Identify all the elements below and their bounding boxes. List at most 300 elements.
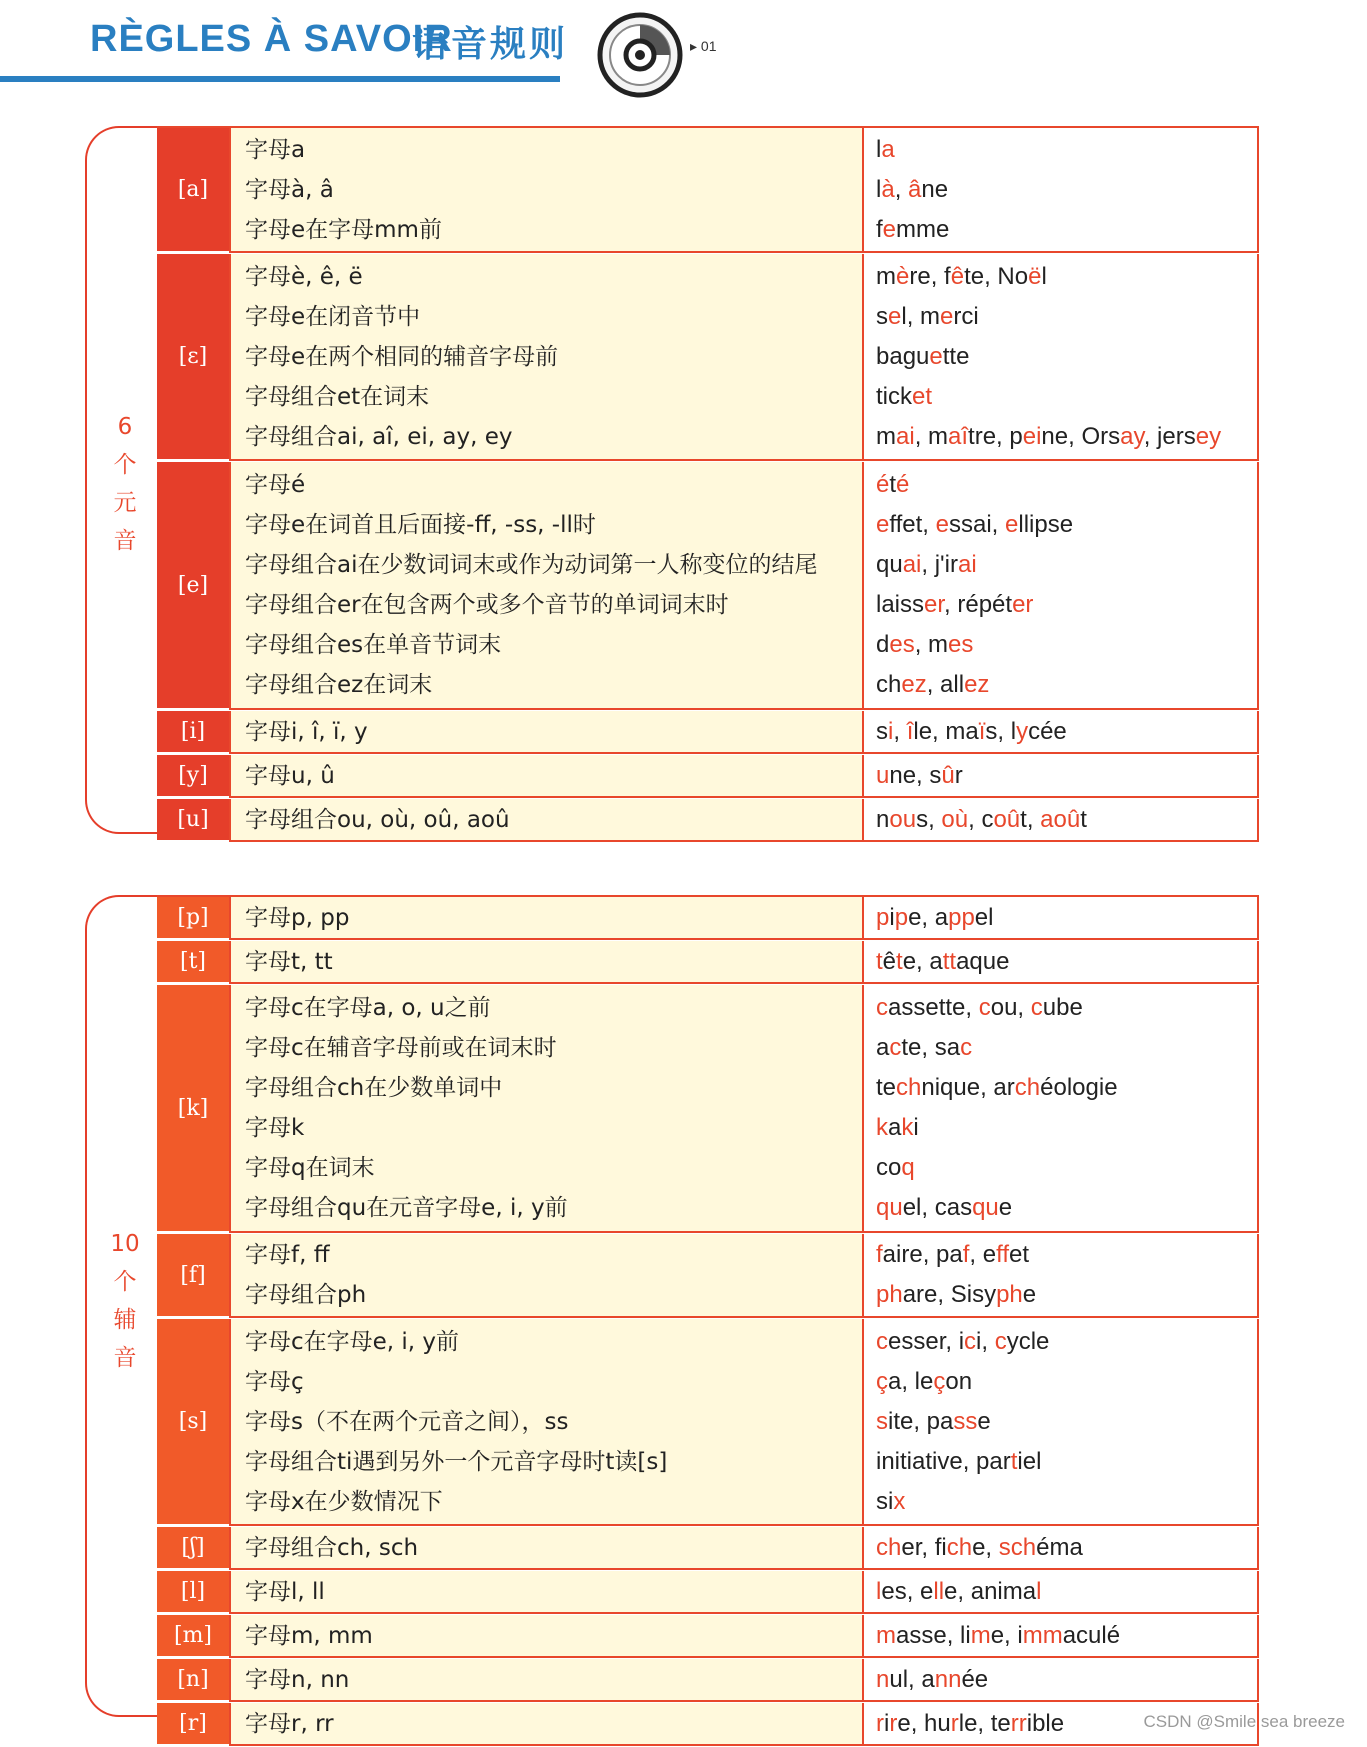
example-text: [876, 712, 1257, 752]
highlighted-letters: n: [876, 1665, 890, 1693]
highlighted-letters: ê: [950, 262, 965, 290]
example-fragment: te: [876, 1074, 897, 1101]
example-fragment: on: [945, 1367, 973, 1395]
example-fragment: ê: [882, 947, 897, 975]
example-fragment: , c: [968, 805, 994, 833]
example-fragment: t,: [1020, 805, 1041, 833]
rule-text: 字母组合ch在少数单词中: [245, 1075, 503, 1101]
example-fragment: , e: [969, 1241, 997, 1268]
example-fragment: e, a: [908, 903, 949, 931]
rule-text: 字母à, â: [245, 176, 334, 203]
highlighted-letters: ay: [1120, 422, 1144, 450]
rule-cell: [229, 985, 864, 1233]
highlighted-letters: ey: [1195, 422, 1222, 450]
example-cell: [864, 1527, 1259, 1570]
highlighted-letters: et: [912, 382, 933, 410]
highlighted-letters: t: [876, 947, 883, 975]
rule-text: 字母x在少数情况下: [245, 1488, 443, 1515]
vowels-table: [157, 126, 1259, 834]
highlighted-letters: î: [906, 717, 914, 745]
highlighted-letters: e: [888, 302, 902, 330]
example-cell: [864, 1319, 1259, 1526]
rule-cell: [229, 897, 864, 940]
highlighted-letters: où: [941, 805, 969, 833]
highlighted-letters: p: [876, 903, 890, 931]
rule-cell: [229, 1527, 864, 1570]
example-fragment: el, cas: [902, 1194, 973, 1221]
example-fragment: i,: [976, 1327, 995, 1355]
highlighted-letters: m: [970, 1621, 991, 1649]
highlighted-letters: ch: [876, 1533, 902, 1561]
highlighted-letters: y: [1016, 717, 1029, 745]
audio-cd-icon[interactable]: [595, 10, 685, 100]
example-fragment: , jers: [1143, 422, 1196, 450]
example-fragment: e, a: [902, 947, 943, 975]
example-text: [876, 505, 1257, 545]
rule-cell: [229, 1659, 864, 1702]
highlighted-letters: a: [881, 135, 895, 163]
rule-cell: [229, 1615, 864, 1658]
phoneme-cell: [n]: [157, 1659, 229, 1703]
highlighted-letters: f: [962, 1241, 970, 1268]
example-text: [876, 170, 1257, 210]
example-text: [876, 1402, 1257, 1442]
example-fragment: l: [876, 175, 882, 203]
rule-text: 字母n, nn: [245, 1666, 350, 1693]
example-fragment: a, le: [888, 1367, 934, 1395]
example-fragment: e, i: [990, 1621, 1023, 1649]
example-cell: [864, 1615, 1259, 1658]
example-cell: [864, 128, 1259, 253]
highlighted-letters: e: [1005, 511, 1019, 538]
example-fragment: ch: [876, 671, 902, 698]
phoneme-cell: [r]: [157, 1703, 229, 1747]
example-fragment: l, m: [901, 302, 941, 330]
highlighted-letters: aoû: [1040, 805, 1081, 833]
highlighted-letters: ei: [1022, 422, 1042, 450]
example-fragment: , all: [926, 671, 965, 698]
example-fragment: e,: [972, 1533, 999, 1561]
example-text: [876, 465, 1257, 505]
example-fragment: ne: [921, 175, 949, 203]
example-fragment: re, f: [909, 262, 951, 290]
section-label-char: 10: [110, 1231, 140, 1257]
page-header: [0, 0, 1367, 110]
rule-cell: [229, 1234, 864, 1318]
example-text: [876, 1148, 1257, 1188]
highlighted-letters: ai: [902, 551, 922, 578]
highlighted-letters: c: [964, 1327, 977, 1355]
highlighted-letters: m: [876, 1621, 896, 1649]
highlighted-letters: à: [881, 175, 895, 203]
example-fragment: mme: [896, 215, 950, 243]
example-cell: [864, 941, 1259, 984]
rule-cell: [229, 799, 864, 842]
phoneme-cell: [m]: [157, 1615, 229, 1659]
example-fragment: asse, li: [896, 1621, 971, 1649]
section-label-char: 音: [113, 528, 137, 554]
rule-text: 字母è, ê, ë: [245, 263, 363, 290]
example-fragment: ible: [1026, 1709, 1065, 1737]
rule-text: 字母m, mm: [245, 1622, 373, 1649]
example-fragment: te, sa: [901, 1034, 961, 1061]
example-fragment: , répét: [944, 591, 1013, 618]
highlighted-letters: c: [978, 994, 991, 1021]
example-text: [876, 1362, 1257, 1402]
example-text: [876, 1108, 1257, 1148]
example-text: [876, 210, 1257, 250]
highlighted-letters: c: [889, 1034, 902, 1061]
example-fragment: ffet,: [889, 511, 936, 538]
highlighted-letters: ch: [946, 1533, 973, 1561]
example-fragment: l: [876, 135, 882, 163]
section-label-char: 元: [113, 490, 137, 516]
highlighted-letters: u: [876, 761, 890, 789]
highlighted-letters: c: [960, 1034, 973, 1061]
rule-text: 字母a: [245, 136, 306, 163]
example-cell: [864, 1659, 1259, 1702]
highlighted-letters: ç: [876, 1367, 888, 1395]
rule-cell: [229, 254, 864, 461]
example-text: [876, 1442, 1257, 1482]
example-fragment: r: [954, 761, 963, 789]
rule-text: 字母ç: [245, 1368, 304, 1395]
highlighted-letters: ez: [964, 671, 990, 698]
rule-text: 字母组合qu在元音字母e, i, y前: [245, 1195, 568, 1221]
rule-cell: [229, 1319, 864, 1526]
example-fragment: aque: [956, 947, 1010, 975]
rule-text: 字母e在两个相同的辅音字母前: [245, 343, 559, 370]
example-text: [876, 257, 1257, 297]
highlighted-letters: e: [882, 215, 897, 243]
highlighted-letters: x: [893, 1487, 906, 1515]
phoneme-cell: [p]: [157, 897, 229, 941]
example-fragment: cée: [1028, 717, 1067, 745]
vowels-section: [85, 126, 1259, 834]
section-label-char: 辅: [113, 1307, 137, 1333]
example-text: [876, 1068, 1257, 1108]
section-label-char: 音: [113, 1345, 137, 1371]
highlighted-letters: k: [876, 1114, 888, 1141]
watermark-text: CSDN @Smile sea breeze: [1143, 1712, 1345, 1731]
rule-cell: [229, 941, 864, 984]
example-fragment: tick: [876, 382, 912, 410]
example-fragment: le, ma: [913, 717, 979, 745]
example-fragment: ssai,: [948, 511, 1005, 538]
example-fragment: ne, Ors: [1041, 422, 1121, 450]
section-label-char: 个: [113, 1269, 137, 1295]
highlighted-letters: ez: [901, 671, 927, 698]
example-text: [876, 1660, 1257, 1700]
rule-text: 字母s（不在两个元音之间），ss: [245, 1408, 569, 1435]
highlighted-letters: ff: [996, 1241, 1009, 1268]
phoneme-cell: [s]: [157, 1319, 229, 1527]
example-text: [876, 1482, 1257, 1522]
highlighted-letters: c: [876, 1327, 888, 1355]
example-fragment: llipse: [1018, 511, 1074, 538]
example-fragment: aire, pa: [882, 1241, 963, 1268]
highlighted-letters: tt: [942, 947, 957, 975]
highlighted-letters: p: [894, 903, 909, 931]
example-cell: [864, 711, 1259, 754]
example-fragment: a: [888, 1114, 902, 1141]
phoneme-cell: [ɛ]: [157, 254, 229, 462]
example-fragment: es, e: [881, 1577, 934, 1605]
highlighted-letters: e: [929, 342, 943, 370]
highlighted-letters: ph: [996, 1281, 1023, 1308]
highlighted-letters: s: [876, 1407, 888, 1435]
example-fragment: i: [884, 1709, 890, 1737]
example-fragment: t: [889, 471, 897, 498]
highlighted-letters: r: [950, 1709, 959, 1737]
example-text: [876, 1616, 1257, 1656]
example-text: [876, 377, 1257, 417]
phoneme-cell: [f]: [157, 1234, 229, 1319]
rule-text: 字母e在词首且后面接-ff, -ss, -ll时: [245, 512, 596, 538]
rule-cell: [229, 755, 864, 798]
example-fragment: éma: [1036, 1533, 1083, 1561]
example-fragment: d: [876, 631, 890, 658]
example-fragment: qu: [876, 551, 903, 578]
example-fragment: esser, i: [888, 1327, 965, 1355]
rule-text: 字母r, rr: [245, 1710, 334, 1737]
rule-text: 字母p, pp: [245, 904, 350, 931]
highlighted-letters: ë: [1028, 262, 1042, 290]
rule-text: 字母组合ez在词末: [245, 672, 433, 698]
example-fragment: ou,: [990, 994, 1031, 1021]
highlighted-letters: û: [941, 761, 955, 789]
audio-track-number: ▸ 01: [690, 38, 717, 54]
example-fragment: a: [876, 1034, 890, 1061]
example-cell: [864, 1571, 1259, 1614]
example-fragment: e: [1022, 1281, 1037, 1308]
highlighted-letters: e: [940, 302, 954, 330]
example-fragment: s, l: [985, 717, 1017, 745]
rule-text: 字母组合ai, aî, ei, ay, ey: [245, 423, 513, 450]
highlighted-letters: t: [896, 947, 903, 975]
example-text: [876, 585, 1257, 625]
highlighted-letters: l: [876, 1577, 882, 1605]
phoneme-cell: [e]: [157, 462, 229, 711]
rule-text: 字母e在字母mm前: [245, 216, 442, 243]
example-text: [876, 545, 1257, 585]
example-fragment: e: [998, 1194, 1013, 1221]
example-text: [876, 625, 1257, 665]
rule-cell: [229, 1571, 864, 1614]
rule-text: 字母q在词末: [245, 1155, 375, 1181]
highlighted-letters: ai: [957, 551, 977, 578]
rule-text: 字母c在辅音字母前或在词末时: [245, 1035, 557, 1061]
example-fragment: s,: [916, 805, 942, 833]
rule-text: 字母组合ou, où, oû, aoû: [245, 806, 510, 833]
rule-cell: [229, 1703, 864, 1746]
highlighted-letters: aî: [948, 422, 969, 450]
rule-text: 字母组合es在单音节词末: [245, 632, 502, 658]
rule-cell: [229, 711, 864, 754]
section-label-char: 6: [117, 414, 133, 440]
example-fragment: ycle: [1006, 1327, 1050, 1355]
example-cell: [864, 897, 1259, 940]
phoneme-cell: [l]: [157, 1571, 229, 1615]
example-fragment: i: [889, 903, 895, 931]
example-fragment: f: [876, 215, 883, 243]
rule-cell: [229, 462, 864, 710]
example-text: [876, 898, 1257, 938]
example-fragment: el: [974, 903, 994, 931]
phoneme-cell: [y]: [157, 755, 229, 799]
example-fragment: , m: [914, 631, 949, 658]
highlighted-letters: ch: [896, 1074, 922, 1101]
highlighted-letters: ll: [933, 1577, 945, 1605]
example-fragment: t: [1080, 805, 1087, 833]
title-underline: [0, 76, 560, 82]
example-cell: [864, 462, 1259, 710]
example-fragment: er, fi: [901, 1533, 947, 1561]
example-fragment: bagu: [876, 342, 930, 370]
example-fragment: s: [876, 302, 888, 330]
example-text: [876, 800, 1257, 840]
highlighted-letters: l: [1036, 1577, 1042, 1605]
example-cell: [864, 1234, 1259, 1318]
highlighted-letters: ch: [1014, 1074, 1041, 1101]
example-text: [876, 417, 1257, 457]
highlighted-letters: ss: [953, 1407, 978, 1435]
highlighted-letters: er: [924, 591, 945, 618]
example-fragment: iel: [1017, 1447, 1042, 1475]
example-text: [876, 988, 1257, 1028]
example-cell: [864, 755, 1259, 798]
section-label-char: 个: [113, 452, 137, 478]
example-fragment: m: [876, 262, 896, 290]
highlighted-letters: t: [1010, 1447, 1018, 1475]
example-fragment: n: [876, 805, 890, 833]
example-fragment: rci: [953, 302, 979, 330]
highlighted-letters: nn: [934, 1665, 962, 1693]
phoneme-cell: [ʃ]: [157, 1527, 229, 1571]
example-fragment: tre, p: [968, 422, 1023, 450]
example-fragment: ,: [894, 175, 909, 203]
rule-text: 字母c在字母e, i, y前: [245, 1328, 460, 1355]
rule-text: 字母u, û: [245, 762, 335, 789]
rule-text: 字母组合ch, sch: [245, 1534, 419, 1561]
highlighted-letters: pp: [948, 903, 975, 931]
rule-text: 字母c在字母a, o, u之前: [245, 995, 491, 1021]
highlighted-letters: sch: [998, 1533, 1037, 1561]
highlighted-letters: r: [876, 1709, 884, 1737]
highlighted-letters: qu: [876, 1194, 903, 1221]
highlighted-letters: r: [889, 1709, 898, 1737]
rule-text: 字母组合er在包含两个或多个音节的单词词末时: [245, 592, 729, 618]
example-text: [876, 297, 1257, 337]
phoneme-cell: [k]: [157, 985, 229, 1234]
example-fragment: e, hu: [897, 1709, 951, 1737]
example-fragment: si: [876, 1487, 894, 1515]
highlighted-letters: ph: [876, 1281, 903, 1308]
example-fragment: laiss: [876, 591, 925, 618]
rule-text: 字母l, ll: [245, 1578, 325, 1605]
rule-text: 字母t, tt: [245, 948, 333, 975]
highlighted-letters: é: [876, 471, 890, 498]
example-fragment: i: [913, 1114, 919, 1141]
example-fragment: ube: [1042, 994, 1083, 1021]
example-fragment: ite, pa: [888, 1407, 954, 1435]
highlighted-letters: é: [896, 471, 910, 498]
example-text: [876, 1235, 1257, 1275]
example-fragment: le, te: [958, 1709, 1011, 1737]
example-fragment: ul, a: [889, 1665, 935, 1693]
example-text: [876, 1188, 1257, 1228]
page-title-french: RÈGLES À SAVOIR: [90, 18, 453, 60]
track-number-text: 01: [700, 38, 717, 54]
rule-text: 字母i, î, ï, y: [245, 718, 368, 745]
example-fragment: nique, ar: [921, 1074, 1015, 1101]
example-fragment: aculé: [1062, 1621, 1121, 1649]
rule-text: 字母组合ai在少数词词末或作为动词第一人称变位的结尾: [245, 552, 818, 578]
highlighted-letters: â: [908, 175, 922, 203]
example-fragment: m: [876, 422, 896, 450]
example-fragment: ne, s: [889, 761, 942, 789]
rule-cell: [229, 128, 864, 253]
example-text: [876, 337, 1257, 377]
rule-text: 字母e在闭音节中: [245, 303, 421, 330]
example-fragment: éologie: [1040, 1074, 1118, 1101]
highlighted-letters: rr: [1010, 1709, 1027, 1737]
highlighted-letters: c: [1030, 994, 1043, 1021]
highlighted-letters: i: [888, 717, 894, 745]
example-fragment: , m: [914, 422, 949, 450]
highlighted-letters: ç: [933, 1367, 946, 1395]
rule-text: 字母组合ph: [245, 1282, 367, 1308]
rule-text: 字母组合ti遇到另外一个元音字母时t读[s]: [245, 1448, 668, 1475]
example-text: [876, 1028, 1257, 1068]
example-text: [876, 756, 1257, 796]
phoneme-cell: [i]: [157, 711, 229, 755]
example-fragment: initiative, par: [876, 1447, 1011, 1475]
highlighted-letters: ou: [889, 805, 917, 833]
example-fragment: e, anima: [944, 1577, 1037, 1605]
rule-text: 字母f, ff: [245, 1242, 330, 1268]
example-cell: [864, 799, 1259, 842]
example-fragment: co: [876, 1154, 902, 1181]
rule-text: 字母k: [245, 1115, 305, 1141]
example-fragment: assette,: [888, 994, 979, 1021]
highlighted-letters: f: [876, 1241, 883, 1268]
highlighted-letters: q: [901, 1154, 915, 1181]
example-fragment: are, Sisy: [902, 1281, 997, 1308]
example-fragment: , j'ir: [921, 551, 958, 578]
highlighted-letters: qu: [972, 1194, 999, 1221]
phoneme-cell: [t]: [157, 941, 229, 985]
example-fragment: ée: [961, 1665, 989, 1693]
example-text: [876, 1322, 1257, 1362]
consonants-label: [85, 1225, 165, 1377]
phoneme-cell: [u]: [157, 799, 229, 843]
highlighted-letters: e: [876, 511, 890, 538]
example-fragment: e: [977, 1407, 991, 1435]
highlighted-letters: ï: [978, 717, 986, 745]
example-fragment: te, No: [964, 262, 1029, 290]
example-fragment: s: [876, 717, 888, 745]
example-fragment: et: [1009, 1241, 1030, 1268]
example-fragment: l: [1041, 262, 1047, 290]
highlighted-letters: c: [876, 994, 888, 1021]
highlighted-letters: ai: [896, 422, 915, 450]
example-fragment: tte: [942, 342, 970, 370]
highlighted-letters: mm: [1022, 1621, 1063, 1649]
example-text: [876, 130, 1257, 170]
example-text: [876, 665, 1257, 705]
highlighted-letters: es: [948, 631, 974, 658]
